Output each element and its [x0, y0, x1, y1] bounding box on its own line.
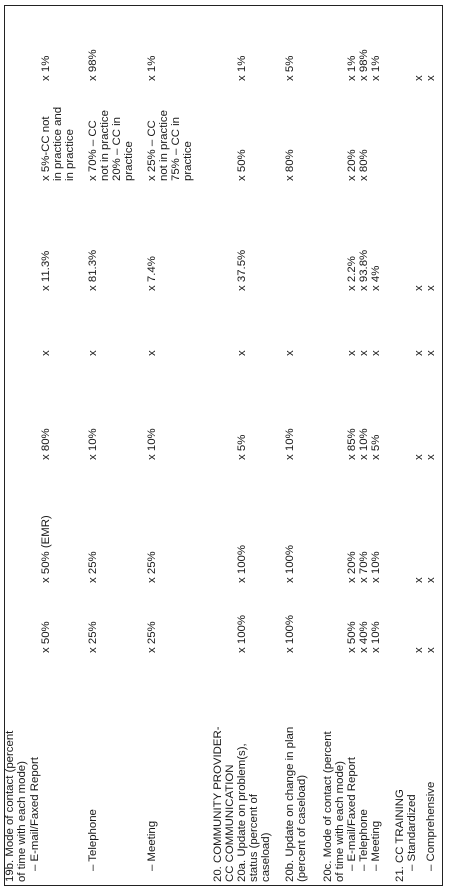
table-cell: x 80%: [284, 149, 296, 181]
section-21-title: 21. CC TRAINING: [394, 789, 406, 882]
table-cell: x 100%: [284, 545, 296, 583]
row-label: – Standardized: [406, 794, 418, 871]
table-cell: x 80%: [40, 428, 52, 460]
table-cell: x: [413, 350, 425, 356]
table-cell: x: [87, 350, 99, 356]
table-cell: x 50% (EMR): [40, 515, 52, 583]
table-cell: x 4%: [370, 265, 382, 291]
table-cell: x 50%: [346, 621, 358, 653]
table-cell: x 5%-CC not in practice and in practice: [40, 106, 76, 181]
row-label: – Telephone: [87, 809, 99, 871]
table-cell: x 2.2%: [346, 256, 358, 291]
table-cell: x 100%: [284, 615, 296, 653]
table-cell: x 100%: [236, 545, 248, 583]
row-label: – Telephone: [358, 809, 370, 871]
table-cell: x 50%: [236, 149, 248, 181]
table-cell: x 1%: [346, 55, 358, 81]
table-cell: x: [413, 285, 425, 291]
section-19b-title: 19b. Mode of contact (percent of time with each mode): [4, 730, 28, 882]
table-cell: x: [236, 350, 248, 356]
table-cell: x: [425, 577, 437, 583]
table-cell: x 25%: [146, 551, 158, 583]
table-cell: x: [40, 350, 52, 356]
table-cell: x 81.3%: [87, 249, 99, 291]
table-cell: x 100%: [236, 615, 248, 653]
table-cell: x 25% – CC not in practice 75% – CC in practice: [146, 110, 194, 181]
row-20c-title: 20c. Mode of contact (percent of time with each mode): [322, 731, 346, 882]
table-cell: x 37.5%: [236, 249, 248, 291]
table-cell: x 10%: [284, 428, 296, 460]
table-cell: x 10%: [87, 428, 99, 460]
table-cell: x 5%: [236, 434, 248, 460]
table-cell: x 70% – CC not in practice 20% – CC in practice: [87, 110, 135, 181]
table-cell: x: [413, 75, 425, 81]
row-label: – E-mail/Faxed Report: [346, 757, 358, 871]
table-cell: x 70%: [358, 551, 370, 583]
table-cell: x: [425, 454, 437, 460]
table-cell: x: [425, 350, 437, 356]
table-cell: x 98%: [87, 49, 99, 81]
table-cell: x: [346, 350, 358, 356]
table-cell: x 1%: [236, 55, 248, 81]
row-label: 20b. Update on change in plan (percent of caseload): [284, 726, 308, 882]
table-cell: x 1%: [146, 55, 158, 81]
table-cell: x 7.4%: [146, 256, 158, 291]
table-cell: x: [370, 350, 382, 356]
table-cell: x 10%: [358, 428, 370, 460]
table-cell: x 20%: [346, 551, 358, 583]
table-cell: x 85%: [346, 428, 358, 460]
row-label: 20a. Update on problem(s), status (percent of caseload): [236, 743, 272, 882]
table-cell: x: [358, 350, 370, 356]
table-cell: x: [413, 577, 425, 583]
table-cell: x 11.3%: [40, 250, 52, 291]
table-cell: x 10%: [146, 428, 158, 460]
table-cell: x 10%: [370, 551, 382, 583]
table-cell: x 25%: [87, 551, 99, 583]
table-cell: x: [425, 647, 437, 653]
table-cell: x 5%: [370, 434, 382, 460]
table-cell: x 5%: [284, 55, 296, 81]
table-cell: x 98%: [358, 49, 370, 81]
table-cell: x: [146, 350, 158, 356]
table-cell: x: [425, 285, 437, 291]
section-20-title: 20. COMMUNITY PROVIDER- CC COMMUNICATION: [212, 726, 236, 882]
table-cell: x 25%: [146, 621, 158, 653]
table-cell: x 1%: [370, 55, 382, 81]
table-cell: x: [425, 75, 437, 81]
table-cell: x 93.8%: [358, 249, 370, 291]
table-cell: x 10%: [370, 621, 382, 653]
table-cell: x 25%: [87, 621, 99, 653]
table-cell: x 40%: [358, 621, 370, 653]
table-cell: x 20%: [346, 149, 358, 181]
row-label: – Meeting: [370, 820, 382, 871]
table-cell: x: [413, 454, 425, 460]
table-cell: x 80%: [358, 149, 370, 181]
row-label: – E-mail/Faxed Report: [29, 757, 41, 871]
table-cell: x 1%: [40, 55, 52, 81]
table-cell: x: [284, 350, 296, 356]
row-label: – Meeting: [146, 820, 158, 871]
row-label: – Comprehensive: [425, 781, 437, 871]
table-cell: x 50%: [40, 621, 52, 653]
table-cell: x: [413, 647, 425, 653]
